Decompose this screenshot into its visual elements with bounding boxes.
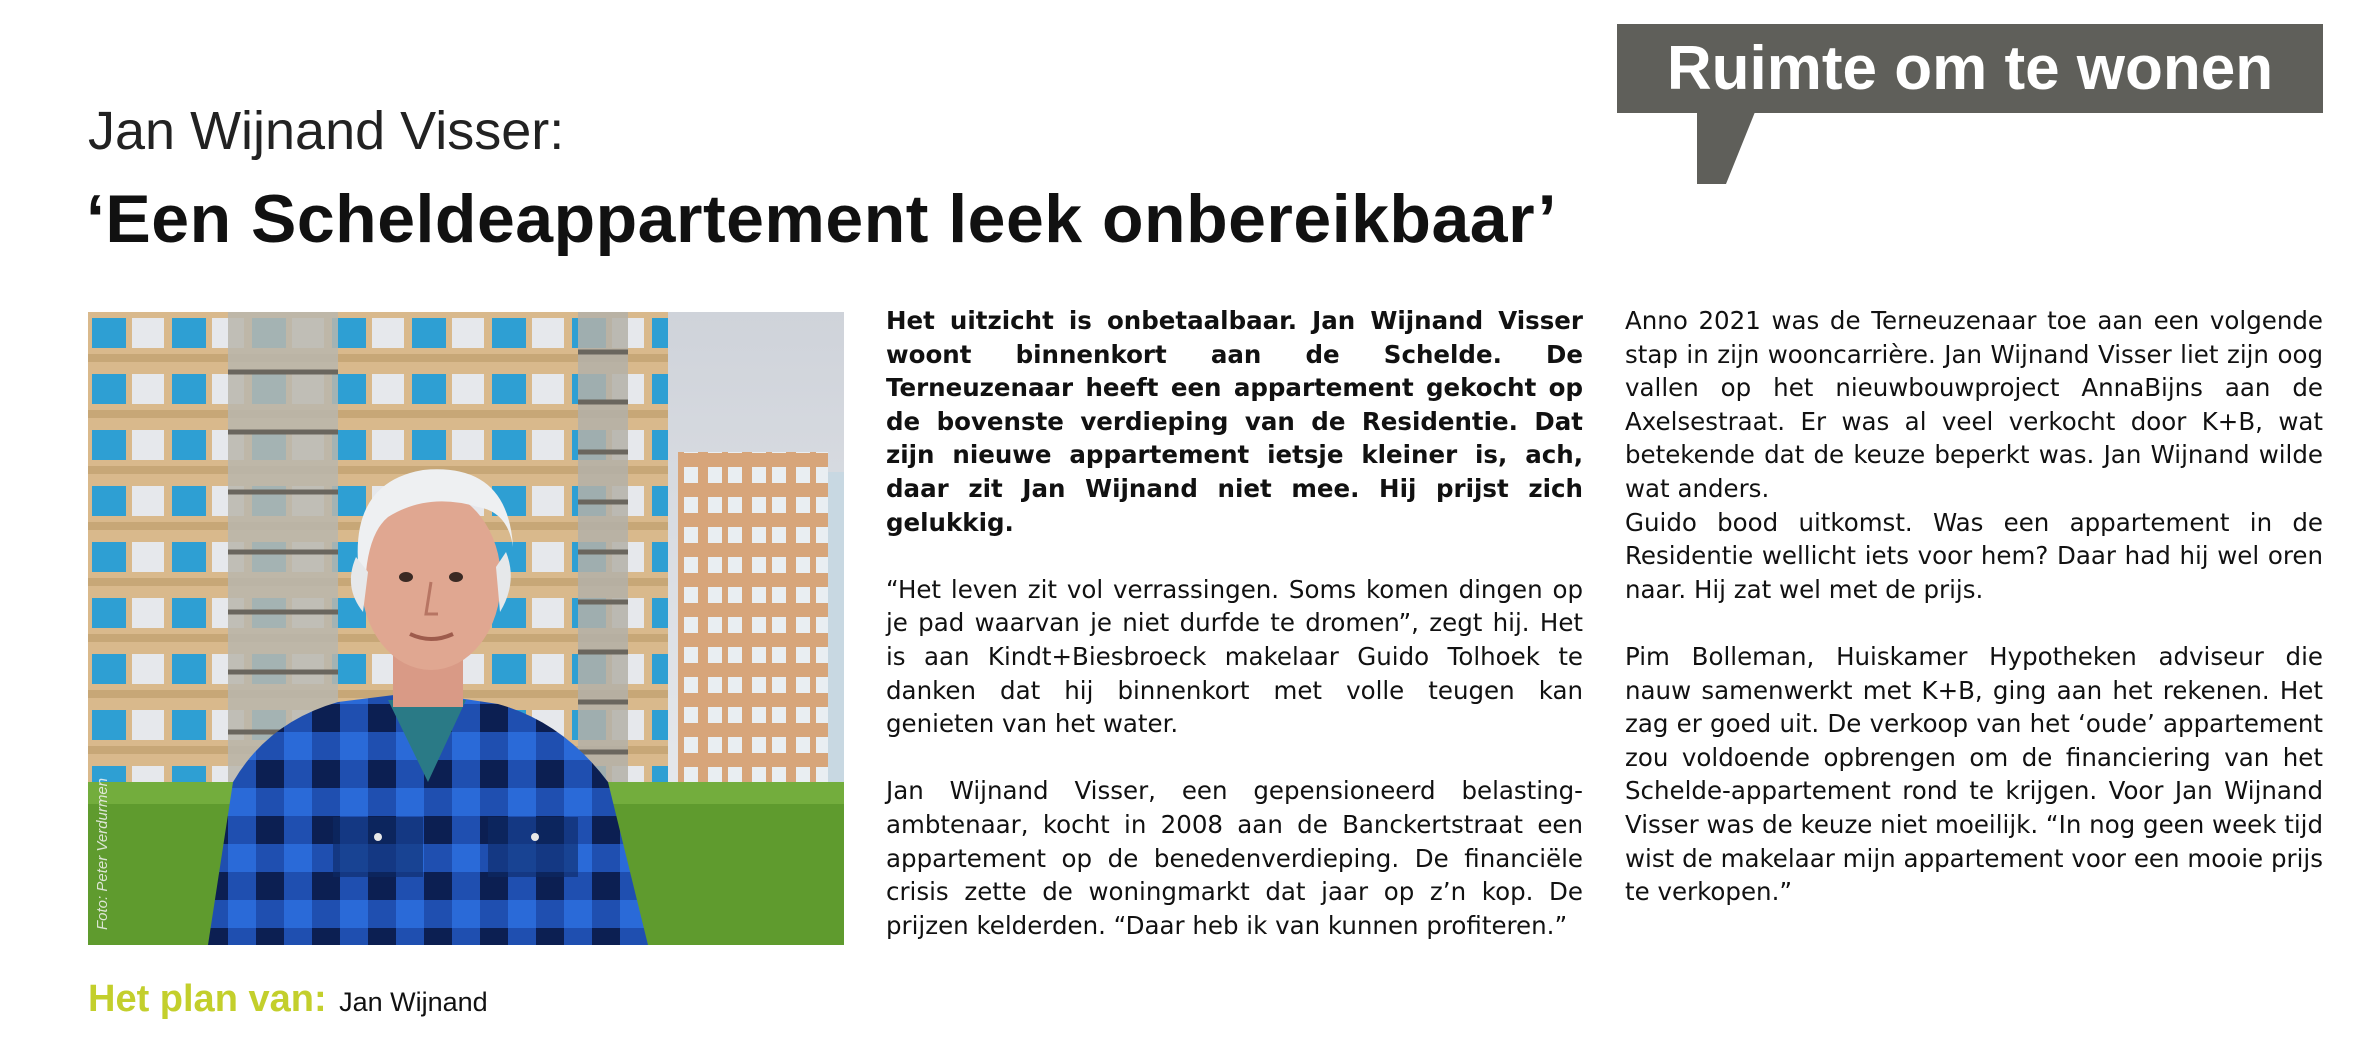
article-lead-paragraph: Het uitzicht is onbetaalbaar. Jan Wijnand Visser woont binnenkort aan de Schelde. De Terneuzenaar heeft een appartement gekocht op de bovenste verdieping van de Residentie. Dat zijn nieuwe appartement ietsje kleiner is, ach, daar zit Jan Wijnand niet mee. Hij prijst zich gelukkig. xyxy=(886,306,1583,537)
article-paragraph: Jan Wijnand Visser, een gepensioneerd belasting-ambtenaar, kocht in 2008 aan de Banckertstraat een appartement op de benedenverdieping. De financiële crisis zette de woningmarkt dat jaar op z’n kop. De prijzen kelderden. “Daar heb ik van kunnen profiteren.” xyxy=(886,776,1583,940)
plan-name: Jan Wijnand xyxy=(339,987,488,1017)
article-column-1 xyxy=(886,304,1583,942)
section-banner xyxy=(1617,24,2323,113)
article-paragraph: Pim Bolleman, Huiskamer Hypotheken adviseur die nauw samenwerkt met K+B, ging aan het rekenen. Het zag er goed uit. De verkoop van het ‘oude’ appartement zou voldoende opbrengen om de financiering van het Schelde-appartement rond te krijgen. Voor Jan Wijnand Visser was de keuze niet moeilijk. “In nog geen week tijd wist de makelaar mijn appartement voor een mooie prijs te verkopen.” xyxy=(1625,641,2323,907)
plan-footer xyxy=(88,978,488,1021)
article-paragraph: “Het leven zit vol verrassingen. Soms komen dingen op je pad waarvan je niet durfde te dromen”, zegt hij. Het is aan Kindt+Biesbroeck makelaar Guido Tolhoek te danken dat hij binnenkort met volle teugen kan genieten van het water. xyxy=(886,574,1583,739)
plan-label: Het plan van: xyxy=(88,978,327,1020)
photo-credit: Foto: Peter Verdurmen xyxy=(94,777,111,930)
article-paragraph: Anno 2021 was de Terneuzenaar toe aan een volgende stap in zijn wooncarrière. Jan Wijnand Visser liet zijn oog vallen op het nieuwbouwproject AnnaBijns aan de Axelsestraat. Er was al veel verkocht door K+B, wat betekende dat de keuze beperkt was. Jan Wijnand wilde wat anders. xyxy=(1625,306,2323,503)
article-headline: ‘Een Scheldeappartement leek onbereikbaar’ xyxy=(86,181,1557,257)
section-banner-title: Ruimte om te wonen xyxy=(1666,34,2274,103)
article-column-2 xyxy=(1625,304,2323,909)
speech-bubble-tail xyxy=(1697,112,1755,184)
article-kicker: Jan Wijnand Visser: xyxy=(88,101,565,161)
article-paragraph: Guido bood uitkomst. Was een appartement in de Residentie wellicht iets voor hem? Daar had hij wel oren naar. Hij zat wel met de prijs. xyxy=(1625,507,2323,604)
article-photo xyxy=(88,312,844,945)
